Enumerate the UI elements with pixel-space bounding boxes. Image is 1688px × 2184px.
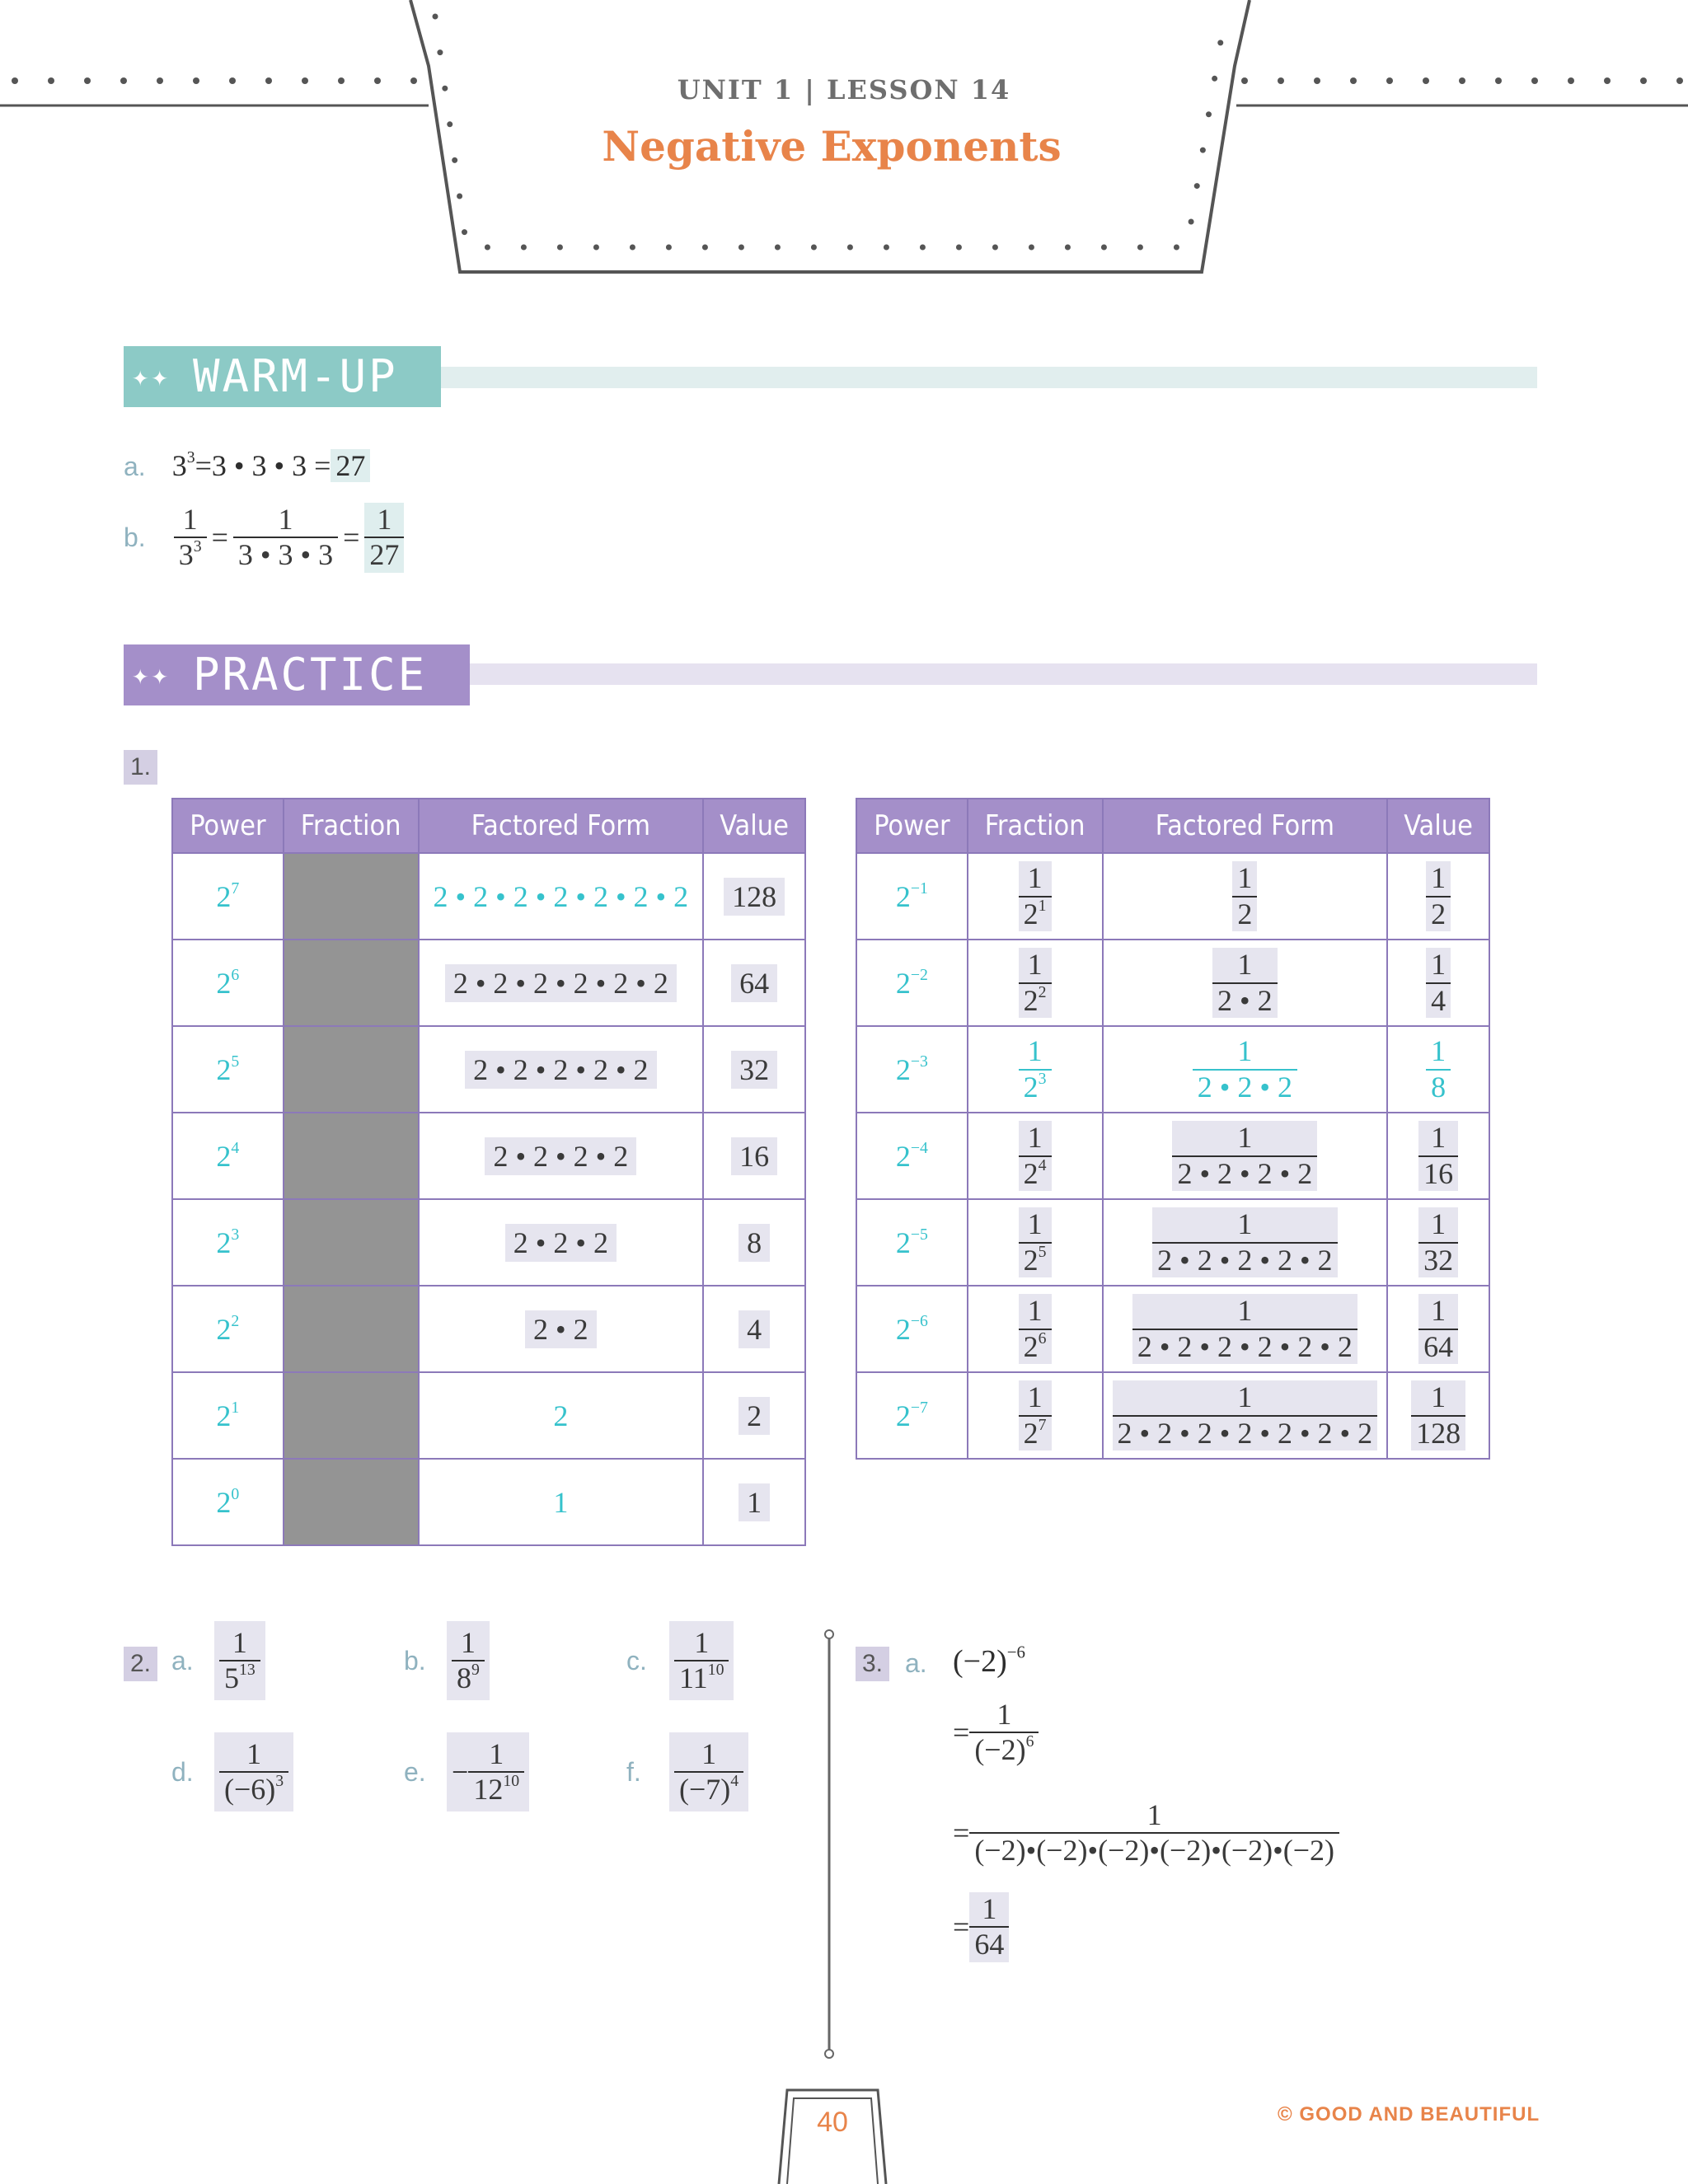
q2-f-den-base: (−7) (679, 1773, 731, 1806)
table1-row (172, 1199, 805, 1286)
q3-line1 (953, 1643, 1025, 1680)
table1-value-text: 2 (738, 1397, 770, 1435)
table1-fraction-cell (284, 1113, 419, 1199)
warmup-b-mid-num: 1 (278, 503, 293, 536)
table1-fraction-cell (284, 1459, 419, 1545)
warmup-b-label: b. (124, 522, 146, 552)
table2-value-cell (1387, 853, 1489, 940)
table2-value-den-text: 16 (1423, 1156, 1454, 1190)
table2-power-cell: $2^{-4}$ (856, 1113, 968, 1199)
table2-row (856, 1286, 1489, 1372)
q2-a-label: a. (171, 1645, 194, 1675)
table1-value-text: 4 (738, 1310, 770, 1348)
table2-fraction-num: 1 (1027, 1294, 1043, 1328)
q2-e-answer (447, 1732, 529, 1812)
table2-factored-den (1132, 1329, 1357, 1364)
table1-value-text: 32 (731, 1051, 777, 1089)
table2-fraction-num: 1 (1027, 1121, 1043, 1155)
table2-value (1411, 1380, 1465, 1451)
q3-line3-den: (−2)•(−2)•(−2)•(−2)•(−2)•(−2) (969, 1832, 1339, 1868)
table1-power-exp: 6 (231, 965, 240, 984)
table1-row (172, 853, 805, 940)
table2-row (856, 1372, 1489, 1459)
table2-factored-cell (1103, 1372, 1388, 1459)
table2-factored-cell (1103, 1199, 1388, 1286)
warmup-b-den-base: 3 (178, 538, 194, 572)
q2-f-fraction-num: 1 (701, 1736, 717, 1770)
table2-factored-den (1212, 982, 1278, 1018)
table2-factored-den-text: 2 • 2 • 2 (1197, 1070, 1292, 1104)
table1-power-exp: 7 (231, 879, 240, 898)
table1-value-cell (703, 1026, 805, 1113)
q3-line3-eq: = (953, 1816, 970, 1850)
table2-row (856, 1199, 1489, 1286)
table1-factored-text: 2 • 2 • 2 • 2 • 2 • 2 (445, 964, 677, 1002)
table1-factored-cell (419, 1459, 704, 1545)
table1-value-text: 8 (738, 1224, 770, 1262)
table1-value-cell (703, 1459, 805, 1545)
table1-power-cell: $2^7$ (172, 853, 284, 940)
table1-power-cell: $2^0$ (172, 1459, 284, 1545)
table2-factored-num: 1 (1237, 1294, 1253, 1328)
table2-value-den (1411, 1415, 1465, 1451)
table2-frac-exp: 3 (1038, 1069, 1047, 1088)
table1-row (172, 1113, 805, 1199)
table2-fraction-num: 1 (1027, 1380, 1043, 1414)
warmup-stripe (437, 367, 1537, 388)
table1-value-cell (703, 1113, 805, 1199)
table2-header-value: Value (1387, 799, 1489, 853)
table2-factored-den (1172, 1155, 1317, 1191)
q3-line2 (953, 1698, 1039, 1768)
q2-c-fraction (674, 1626, 729, 1696)
table2-factored-num: 1 (1237, 1121, 1253, 1155)
q2-d-fraction-den (219, 1771, 288, 1807)
unit-lesson-label: UNIT 1 | LESSON 14 (677, 74, 1011, 105)
table1-value-cell (703, 940, 805, 1026)
table1-header-value: Value (703, 799, 805, 853)
table2-value-num: 1 (1431, 1121, 1447, 1155)
table2-value-num: 1 (1431, 1034, 1447, 1068)
table2-fraction-den: $2^4$ (1019, 1155, 1052, 1191)
question-2-number: 2. (124, 1647, 157, 1681)
table2-value (1418, 1121, 1458, 1191)
q2-a-answer (214, 1621, 265, 1701)
table2-fraction (1019, 1121, 1052, 1191)
table2-value-den-text: 8 (1431, 1070, 1447, 1104)
column-divider (821, 1628, 837, 2060)
q2-item-f (626, 1731, 748, 1813)
q2-c-answer (669, 1621, 734, 1701)
warmup-item-b: b. $\frac{1}{3^3}$ = $\frac{1}{3 • 3 • 3}$ = $\frac{1}{27}$ (124, 503, 404, 573)
q2-e-den-exp: 10 (503, 1772, 520, 1791)
q2-c-fraction-den (674, 1660, 729, 1695)
warmup-a-label: a. (124, 452, 146, 481)
table2-fraction-num: 1 (1027, 1207, 1043, 1241)
table2-value-cell (1387, 1286, 1489, 1372)
q2-d-label: d. (171, 1756, 194, 1787)
q2-d-den-exp: 3 (275, 1772, 284, 1791)
question-3a-label: a. (905, 1648, 927, 1678)
powers-table-positive (171, 798, 806, 1546)
q2-d-fraction (219, 1737, 288, 1807)
table1-power-cell: $2^4$ (172, 1113, 284, 1199)
table2-factored (1172, 1121, 1317, 1191)
table1-power-cell: $2^3$ (172, 1199, 284, 1286)
q2-a-fraction (219, 1626, 260, 1696)
q2-item-a (171, 1619, 265, 1702)
table2-header-factored: Factored Form (1103, 799, 1388, 853)
table2-power-exp: −6 (910, 1311, 928, 1330)
table2-frac-exp: 1 (1038, 896, 1047, 915)
table2-factored-cell (1103, 1026, 1388, 1113)
table2-value-num: 1 (1431, 1207, 1447, 1241)
table1-power-cell: $2^6$ (172, 940, 284, 1026)
table1-factored-text: 2 • 2 • 2 (505, 1224, 617, 1262)
table2-power-cell: $2^{-2}$ (856, 940, 968, 1026)
table2-fraction (1019, 1380, 1052, 1451)
q2-e-fraction-den (468, 1771, 524, 1807)
table1-power-cell: $2^2$ (172, 1286, 284, 1372)
table2-value (1426, 948, 1451, 1018)
table2-fraction (1019, 948, 1052, 1018)
table2-fraction-den: $2^7$ (1019, 1415, 1052, 1451)
table1-factored-cell (419, 1113, 704, 1199)
table2-fraction (1019, 861, 1052, 931)
q2-e-fraction (468, 1737, 524, 1807)
table1-factored-cell (419, 1026, 704, 1113)
table2-fraction-cell (968, 853, 1103, 940)
powers-table-negative (856, 798, 1490, 1460)
table1-value-cell (703, 853, 805, 940)
q2-c-den-exp: 10 (707, 1661, 724, 1680)
table1-fraction-cell (284, 940, 419, 1026)
table2-value-den-text: 2 (1431, 897, 1447, 930)
table2-value-num: 1 (1431, 1294, 1447, 1328)
q2-e-fraction-num: 1 (489, 1736, 504, 1770)
table2-value-den (1418, 1155, 1458, 1191)
q3-line2-den-exp: 6 (1025, 1732, 1034, 1751)
q2-b-fraction-den (452, 1660, 485, 1695)
q2-f-fraction-den (674, 1771, 743, 1807)
table2-value-cell (1387, 1199, 1489, 1286)
table2-factored-den-text: 2 • 2 • 2 • 2 (1177, 1156, 1313, 1190)
table1-header-power: Power (172, 799, 284, 853)
q3-line1-base: (−2) (953, 1644, 1007, 1679)
question-3-number: 3. (856, 1647, 889, 1681)
q2-e-den-base: 12 (473, 1773, 504, 1806)
q2-d-answer (214, 1732, 293, 1812)
table1-power-exp: 0 (231, 1484, 240, 1503)
table2-row (856, 1026, 1489, 1113)
table1-factored-cell (419, 1372, 704, 1459)
table2-factored-den (1113, 1415, 1378, 1451)
table2-factored-den-text: 2 • 2 (1217, 983, 1273, 1017)
page-number: 40 (817, 2107, 848, 2138)
table2-fraction-den: $2^3$ (1019, 1069, 1052, 1104)
table1-power-exp: 5 (231, 1052, 240, 1071)
table2-power-exp: −5 (910, 1225, 928, 1244)
table2-factored-den (1232, 896, 1257, 931)
table2-value-num: 1 (1431, 1380, 1447, 1414)
table1-row (172, 1026, 805, 1113)
table2-fraction-den: $2^1$ (1019, 896, 1052, 931)
table2-row (856, 940, 1489, 1026)
table1-fraction-cell (284, 853, 419, 940)
table1-factored-text: 2 • 2 • 2 • 2 • 2 • 2 • 2 (433, 879, 689, 913)
q2-b-den-exp: 9 (471, 1661, 480, 1680)
table2-value-den (1426, 1069, 1451, 1104)
table1-power-cell: $2^1$ (172, 1372, 284, 1459)
table2-factored-den-text: 2 • 2 • 2 • 2 • 2 (1157, 1243, 1333, 1277)
q2-f-den-exp: 4 (730, 1772, 739, 1791)
table2-value-cell (1387, 940, 1489, 1026)
table1-fraction-cell (284, 1286, 419, 1372)
q2-c-fraction-num: 1 (694, 1625, 710, 1659)
q2-b-answer (447, 1621, 490, 1701)
table2-factored-cell (1103, 1286, 1388, 1372)
table2-power-exp: −1 (910, 879, 928, 898)
table2-power-cell: $2^{-5}$ (856, 1199, 968, 1286)
table2-value-den-text: 64 (1423, 1329, 1454, 1363)
table2-value (1418, 1207, 1458, 1277)
table2-row (856, 853, 1489, 940)
table2-frac-exp: 5 (1038, 1242, 1047, 1261)
table1-factored-cell (419, 1199, 704, 1286)
table2-frac-exp: 4 (1038, 1155, 1047, 1174)
warmup-a-exp: 3 (186, 448, 195, 467)
q3-line2-eq: = (953, 1716, 970, 1750)
table1-fraction-cell (284, 1026, 419, 1113)
table2-fraction-cell (968, 1199, 1103, 1286)
table1-row (172, 1459, 805, 1545)
table2-header-fraction: Fraction (968, 799, 1103, 853)
table1-factored-cell (419, 853, 704, 940)
table2-value-den (1426, 896, 1451, 931)
table1-factored-text: 2 (553, 1399, 569, 1432)
q3-line1-exp: −6 (1006, 1642, 1025, 1662)
q2-item-d (171, 1731, 293, 1813)
table2-power-cell: $2^{-6}$ (856, 1286, 968, 1372)
table2-factored-den (1152, 1242, 1337, 1277)
table2-frac-exp: 2 (1038, 982, 1047, 1001)
table2-factored (1212, 948, 1278, 1018)
table2-fraction-num: 1 (1027, 948, 1043, 982)
table1-row (172, 1286, 805, 1372)
table2-fraction-den: $2^6$ (1019, 1329, 1052, 1364)
table2-value-num: 1 (1431, 861, 1447, 895)
table2-value-den (1426, 982, 1451, 1018)
warmup-b-den-exp: 3 (193, 537, 202, 556)
practice-stripe (462, 663, 1537, 685)
q2-b-den-base: 8 (457, 1661, 471, 1694)
table1-value-text: 16 (731, 1137, 777, 1175)
table1-header-fraction: Fraction (284, 799, 419, 853)
table2-value-den (1418, 1242, 1458, 1277)
table2-power-cell: $2^{-7}$ (856, 1372, 968, 1459)
table2-value-den-text: 128 (1416, 1416, 1461, 1450)
lesson-title: Negative Exponents (602, 122, 1062, 171)
warmup-banner (124, 346, 441, 407)
table1-fraction-cell (284, 1372, 419, 1459)
table2-frac-exp: 7 (1038, 1415, 1047, 1434)
q2-item-c (626, 1619, 734, 1702)
table1-header-factored: Factored Form (419, 799, 704, 853)
table2-power-exp: −7 (910, 1398, 928, 1417)
table1-power-exp: 3 (231, 1225, 240, 1244)
table2-factored-den-text: 2 (1237, 897, 1253, 930)
q2-item-b (404, 1619, 490, 1702)
sparkle-icon: ✦✦ (132, 360, 171, 393)
table2-fraction-num: 1 (1027, 861, 1043, 895)
table1-factored-text: 2 • 2 (525, 1310, 597, 1348)
table2-factored-den-text: 2 • 2 • 2 • 2 • 2 • 2 (1137, 1329, 1353, 1363)
q2-a-den-base: 5 (224, 1661, 239, 1694)
table1-power-cell: $2^5$ (172, 1026, 284, 1113)
table2-factored-num: 1 (1237, 1034, 1253, 1068)
table1-factored-text: 2 • 2 • 2 • 2 (485, 1137, 636, 1175)
q3-line3-num: 1 (1146, 1798, 1162, 1831)
warmup-b-mid-den: 3 • 3 • 3 (233, 537, 338, 572)
table2-factored-num: 1 (1237, 948, 1253, 982)
q2-b-fraction-num: 1 (460, 1625, 476, 1659)
table2-factored (1152, 1207, 1337, 1277)
table1-value-cell (703, 1199, 805, 1286)
table2-power-cell: $2^{-3}$ (856, 1026, 968, 1113)
q2-c-den-base: 11 (679, 1661, 708, 1694)
table1-value-cell (703, 1286, 805, 1372)
warmup-b-ans-den: 27 (364, 537, 404, 572)
table1-value-text: 64 (731, 964, 777, 1002)
q2-a-fraction-num: 1 (232, 1625, 247, 1659)
table1-row (172, 940, 805, 1026)
q3-line4-den: 64 (969, 1926, 1009, 1961)
table2-value-num: 1 (1431, 948, 1447, 982)
q3-line3 (953, 1798, 1339, 1868)
warmup-a-answer: 27 (331, 449, 370, 482)
table2-value-cell (1387, 1372, 1489, 1459)
copyright: © GOOD AND BEAUTIFUL (1278, 2103, 1540, 2125)
q2-e-label: e. (404, 1756, 426, 1787)
sparkle-icon: ✦✦ (132, 658, 171, 691)
table2-frac-exp: 6 (1038, 1329, 1047, 1347)
table2-factored (1113, 1380, 1378, 1451)
table2-power-exp: −4 (910, 1138, 928, 1157)
q3-line4-eq: = (953, 1910, 970, 1944)
question-1-number: 1. (124, 750, 157, 785)
table2-factored (1132, 1294, 1357, 1364)
table2-value (1418, 1294, 1458, 1364)
table2-value-den (1418, 1329, 1458, 1364)
table2-power-exp: −3 (910, 1052, 928, 1071)
q2-a-den-exp: 13 (239, 1661, 256, 1680)
table2-factored-num: 1 (1237, 861, 1253, 895)
table1-power-exp: 1 (231, 1398, 240, 1417)
table2-power-exp: −2 (910, 965, 928, 984)
table2-fraction-cell (968, 1026, 1103, 1113)
table2-fraction-cell (968, 1113, 1103, 1199)
table2-factored-num: 1 (1237, 1207, 1253, 1241)
table2-fraction-num: 1 (1027, 1034, 1043, 1068)
table2-value (1426, 861, 1451, 931)
q3-line2-num: 1 (996, 1698, 1012, 1731)
q2-f-answer (669, 1732, 748, 1812)
q2-b-fraction (452, 1626, 485, 1696)
q2-d-den-base: (−6) (224, 1773, 276, 1806)
table1-factored-cell (419, 940, 704, 1026)
table1-value-cell (703, 1372, 805, 1459)
table1-power-exp: 2 (231, 1311, 240, 1330)
q2-e-sign: − (452, 1755, 469, 1788)
table2-factored-num: 1 (1237, 1380, 1253, 1414)
q3-line2-den-base: (−2) (974, 1733, 1026, 1767)
table2-fraction-cell (968, 1286, 1103, 1372)
table1-power-exp: 4 (231, 1138, 240, 1157)
q2-a-fraction-den (219, 1660, 260, 1695)
table2-power-cell: $2^{-1}$ (856, 853, 968, 940)
warmup-b-ans-num: 1 (377, 503, 392, 536)
table1-value-text: 1 (738, 1483, 770, 1521)
table2-value-cell (1387, 1026, 1489, 1113)
table2-fraction (1019, 1034, 1052, 1104)
table2-factored-cell (1103, 940, 1388, 1026)
q2-f-fraction (674, 1737, 743, 1807)
table1-row (172, 1372, 805, 1459)
table2-fraction-cell (968, 940, 1103, 1026)
table2-value (1426, 1034, 1451, 1104)
table2-header-power: Power (856, 799, 968, 853)
table2-factored-den-text: 2 • 2 • 2 • 2 • 2 • 2 • 2 (1117, 1416, 1373, 1450)
warmup-heading: WARM-UP (193, 350, 398, 402)
table2-value-den-text: 32 (1423, 1243, 1454, 1277)
warmup-a-base: 3 (171, 449, 187, 482)
table2-factored-cell (1103, 853, 1388, 940)
warmup-a-expr: =3 • 3 • 3 = (195, 449, 331, 482)
table2-factored-den (1193, 1069, 1297, 1104)
q2-f-label: f. (626, 1756, 641, 1787)
table2-fraction-den: $2^2$ (1019, 982, 1052, 1018)
table1-fraction-cell (284, 1199, 419, 1286)
table1-factored-cell (419, 1286, 704, 1372)
table2-factored (1193, 1034, 1297, 1104)
table2-row (856, 1113, 1489, 1199)
q2-item-e (404, 1731, 529, 1813)
practice-banner (124, 644, 470, 705)
table2-fraction (1019, 1294, 1052, 1364)
q2-b-label: b. (404, 1645, 426, 1675)
table1-factored-text: 2 • 2 • 2 • 2 • 2 (465, 1051, 656, 1089)
table2-factored-cell (1103, 1113, 1388, 1199)
q2-d-fraction-num: 1 (246, 1736, 262, 1770)
table2-fraction (1019, 1207, 1052, 1277)
practice-heading: PRACTICE (193, 649, 428, 701)
q3-line4 (953, 1892, 1009, 1962)
table1-factored-text: 1 (553, 1485, 569, 1519)
q2-c-label: c. (626, 1645, 647, 1675)
table2-fraction-cell (968, 1372, 1103, 1459)
table2-value-cell (1387, 1113, 1489, 1199)
table2-fraction-den: $2^5$ (1019, 1242, 1052, 1277)
q3-line4-num: 1 (982, 1892, 997, 1925)
table2-value-den-text: 4 (1431, 983, 1447, 1017)
warmup-b-num: 1 (182, 503, 198, 536)
warmup-item-a (124, 448, 370, 483)
table1-value-text: 128 (724, 878, 785, 916)
table2-factored (1232, 861, 1257, 931)
